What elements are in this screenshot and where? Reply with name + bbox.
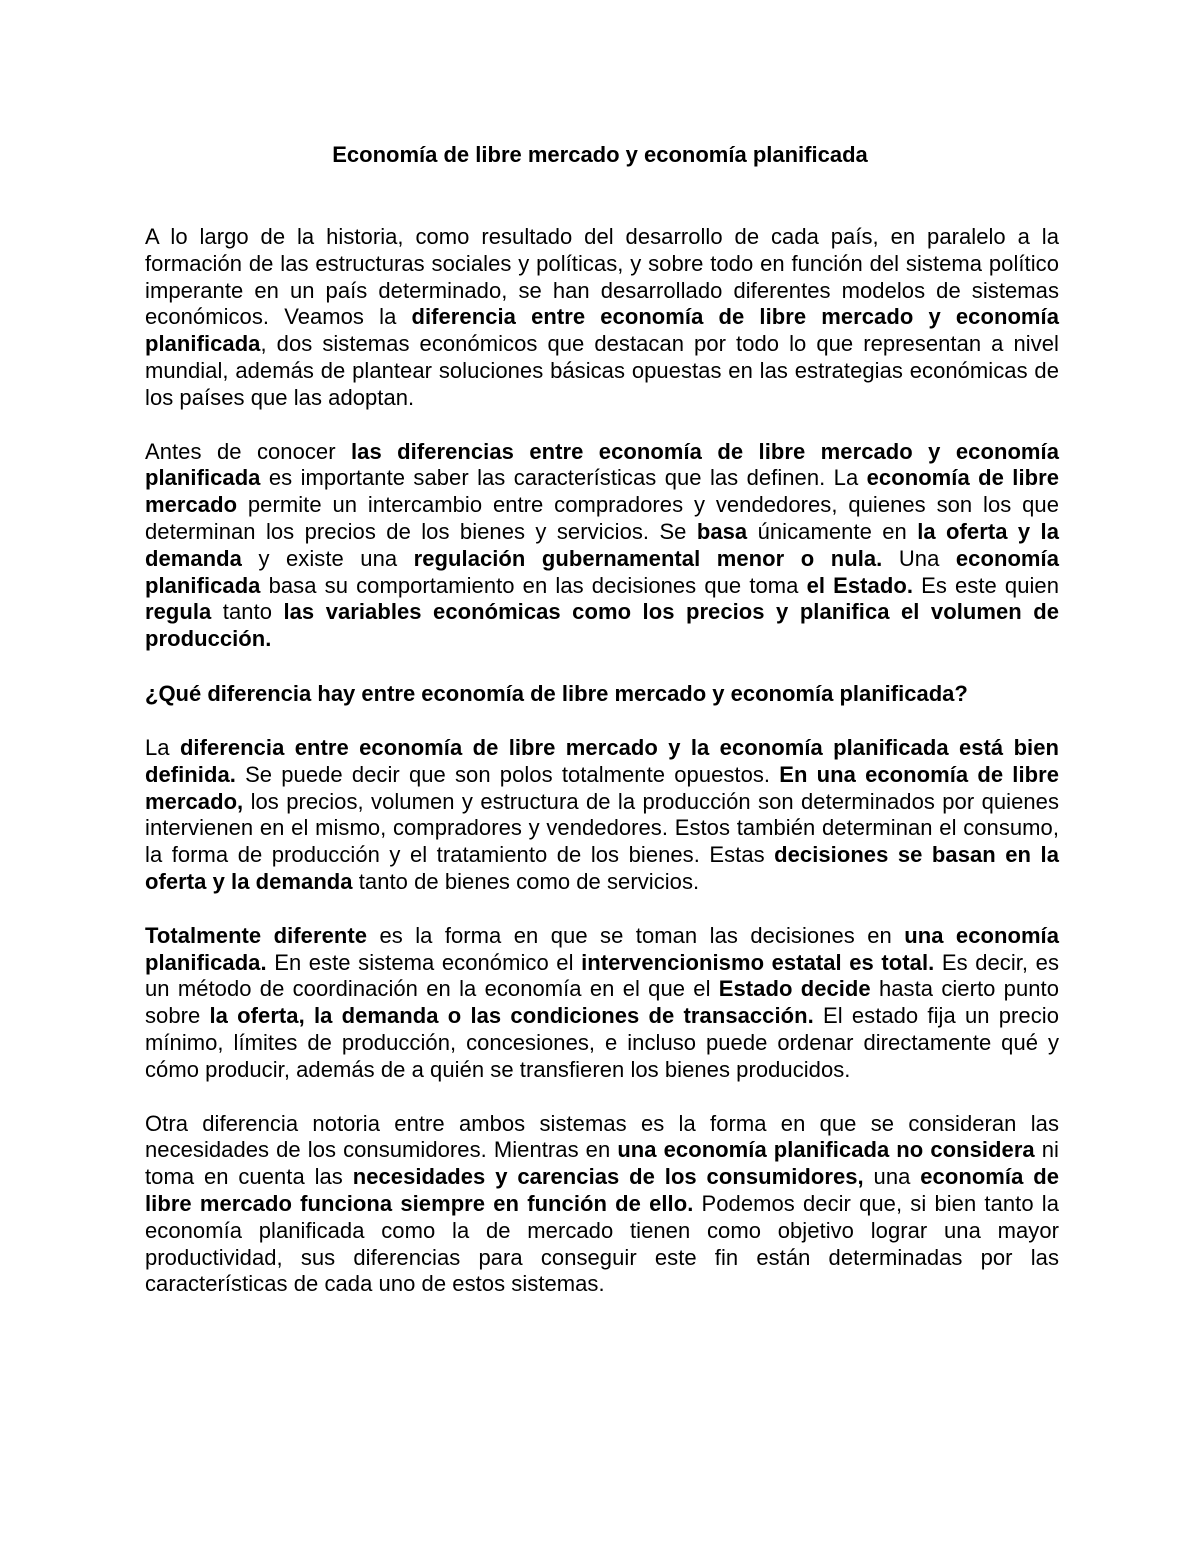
bold-text-run: la oferta, la demanda o las condiciones de transacción.: [209, 1003, 814, 1029]
bold-text-run: En una economía de libre mercado,: [145, 761, 1060, 814]
paragraph-intro: [145, 224, 1059, 412]
paragraph-planned-economy: [145, 923, 1059, 1084]
text-run: es la forma en que se toman las decisiones en: [367, 922, 905, 948]
text-run: tanto de bienes como de servicios.: [352, 868, 700, 894]
bold-text-run: la oferta y la demanda: [145, 518, 1059, 571]
text-run: , dos sistemas económicos que destacan por todo lo que representan a nivel mundial, además de plantear soluciones básicas opuestas en las estrategias económicas de los países que las adoptan.: [145, 331, 1059, 410]
text-run: En este sistema económico el: [266, 949, 582, 975]
text-run: Es decir, es un método de coordinación en la economía en el que el: [145, 949, 1060, 1002]
text-run: Antes de conocer: [145, 438, 351, 464]
bold-text-run: necesidades y carencias de los consumidores,: [352, 1164, 864, 1190]
bold-text-run: las variables económicas como los precios y planifica el volumen de producción.: [145, 599, 1059, 652]
bold-text-run: el Estado.: [806, 572, 913, 598]
bold-text-run: una economía planificada.: [145, 922, 1060, 975]
text-run: y existe una: [241, 545, 414, 571]
bold-text-run: una economía planificada no considera: [617, 1137, 1035, 1163]
text-run: tanto: [211, 599, 284, 625]
text-run: es importante saber las características que las definen. La: [260, 465, 867, 491]
text-run: ni toma en cuenta las: [145, 1137, 1059, 1190]
text-run: Se puede decir que son polos totalmente opuestos.: [235, 761, 780, 787]
text-run: El estado fija un precio mínimo, límites de producción, concesiones, e incluso puede ordenar directamente qué y cómo producir, además de a quién se transfieren los bienes producidos.: [145, 1003, 1059, 1082]
bold-text-run: decisiones se basan en la oferta y la demanda: [145, 842, 1059, 894]
text-run: Podemos decir que, si bien tanto la economía planificada como la de mercado tienen como objetivo lograr una mayor productividad, sus diferencias para conseguir este fin están determinadas por las características de cada uno de estos sistemas.: [145, 1190, 1059, 1297]
bold-text-run: Totalmente diferente: [145, 922, 368, 948]
text-run: hasta cierto punto sobre: [145, 976, 1059, 1029]
paragraph-definitions: [145, 439, 1059, 653]
bold-text-run: regulación gubernamental menor o nula.: [413, 545, 883, 571]
bold-text-run: economía planificada: [145, 545, 1059, 598]
bold-text-run: diferencia entre economía de libre mercado y la economía planificada está bien definida.: [145, 734, 1059, 787]
bold-text-run: basa: [696, 518, 748, 544]
text-run: Una: [882, 545, 956, 571]
bold-text-run: las diferencias entre economía de libre mercado y economía planificada: [145, 438, 1059, 491]
bold-text-run: intervencionismo estatal es total.: [581, 949, 935, 975]
text-run: únicamente en: [747, 518, 918, 544]
text-run: basa su comportamiento en las decisiones que toma: [260, 572, 807, 598]
text-run: Otra diferencia notoria entre ambos sistemas es la forma en que se consideran las necesidades de los consumidores. Mientras en: [145, 1110, 1059, 1163]
document-body: [145, 224, 1059, 1325]
text-run: una: [863, 1164, 921, 1190]
paragraph-free-market: [145, 735, 1059, 896]
bold-text-run: economía de libre mercado: [145, 465, 1059, 518]
document-title: Economía de libre mercado y economía planificada: [332, 142, 868, 167]
text-run: A lo largo de la historia, como resultado del desarrollo de cada país, en paralelo a la formación de las estructuras sociales y políticas, y sobre todo en función del sistema político imperante en un país determinado, se han desarrollado diferentes modelos de sistemas económicos. Veamos la: [145, 224, 1059, 330]
text-run: La: [145, 734, 180, 760]
paragraph-consumer-needs: [145, 1111, 1059, 1299]
section-heading: ¿Qué diferencia hay entre economía de libre mercado y economía planificada?: [145, 680, 968, 706]
text-run: los precios, volumen y estructura de la producción son determinados por quienes intervienen en el mismo, compradores y vendedores. Estos también determinan el consumo, la forma de producción y el tratamiento de los bienes. Estas: [145, 788, 1059, 868]
bold-text-run: economía de libre mercado funciona siempre en función de ello.: [145, 1164, 1059, 1216]
bold-text-run: Estado decide: [718, 976, 871, 1002]
text-run: permite un intercambio entre compradores y vendedores, quienes son los que determinan los precios de los bienes y servicios. Se: [145, 492, 1059, 544]
bold-text-run: regula: [145, 599, 212, 625]
text-run: Es este quien: [912, 572, 1060, 598]
bold-text-run: diferencia entre economía de libre mercado y economía planificada: [145, 304, 1059, 357]
